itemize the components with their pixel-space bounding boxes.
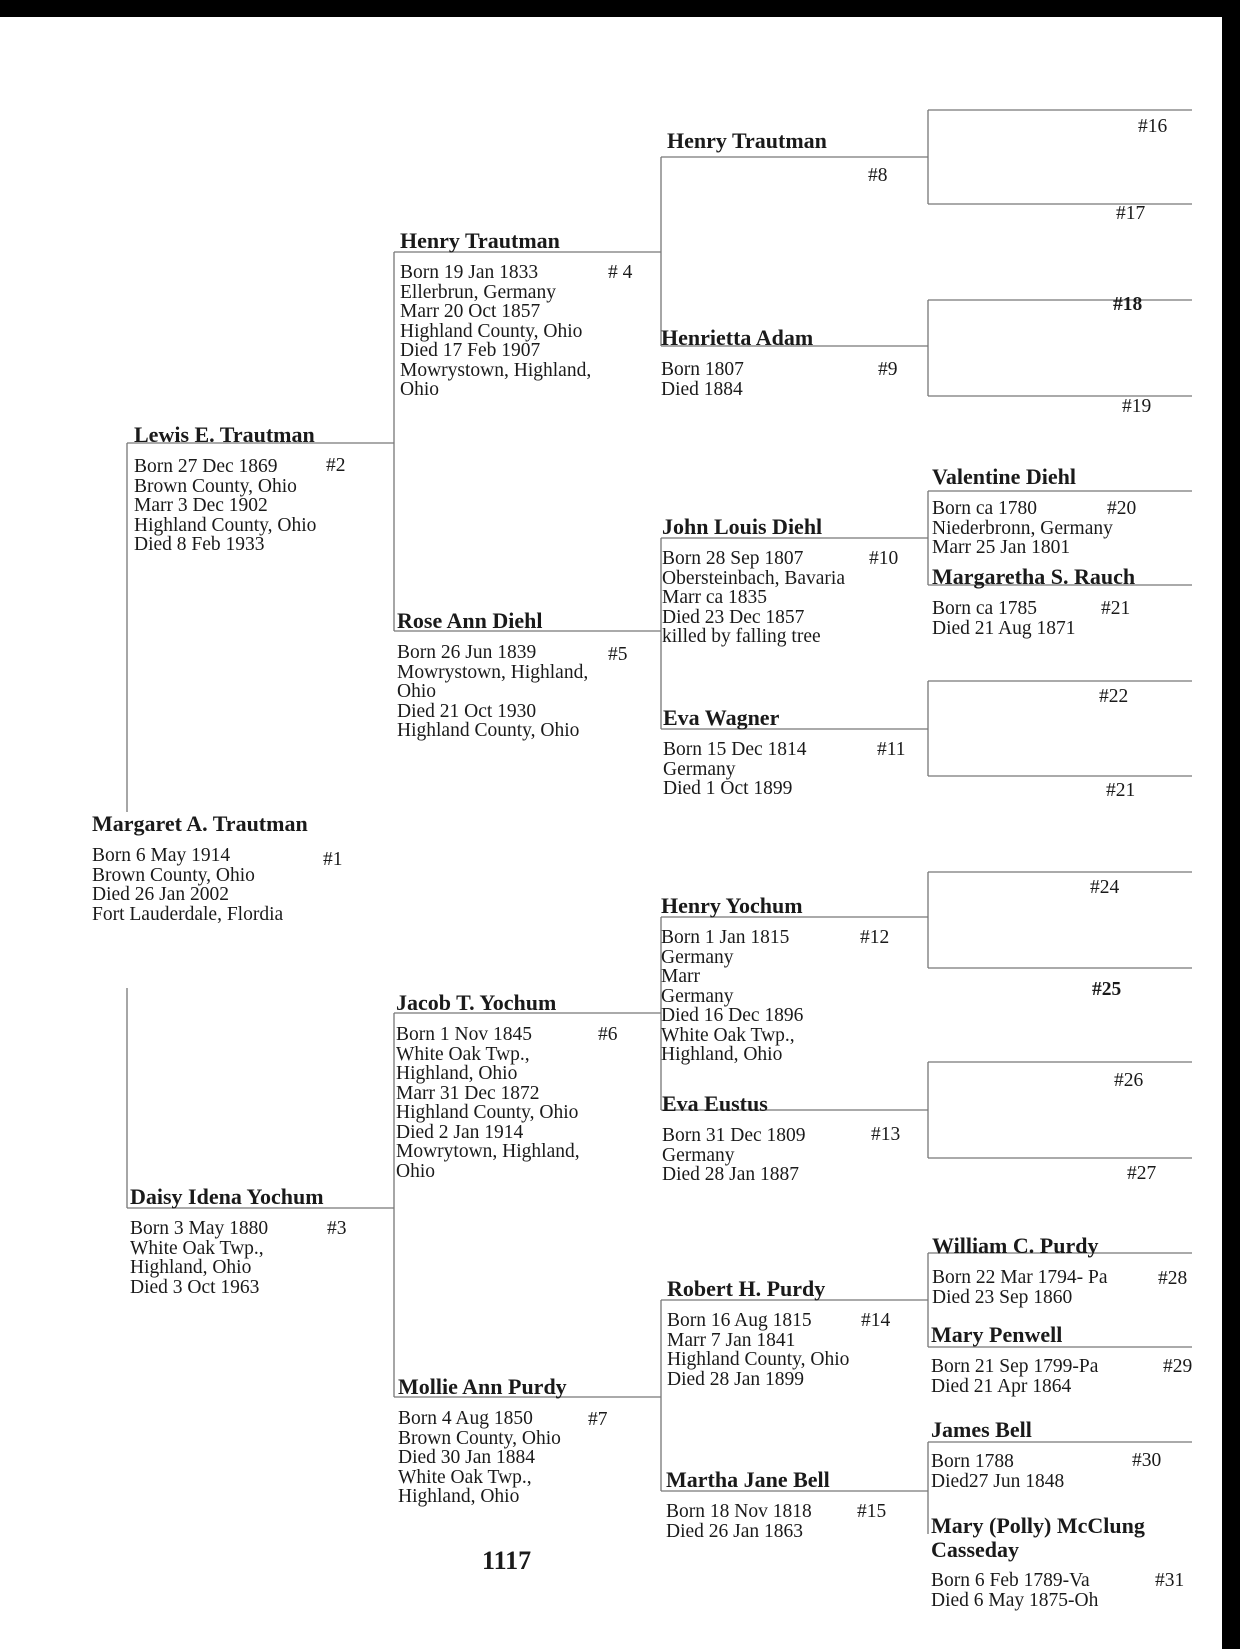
person-name: Valentine Diehl	[932, 464, 1077, 489]
person-name: John Louis Diehl	[662, 514, 823, 539]
person-details: Born 15 Dec 1814 Germany Died 1 Oct 1899	[663, 739, 807, 799]
person-number: #20	[1107, 498, 1137, 519]
person-details: Born 6 May 1914 Brown County, Ohio Died 26 Jan 2002 Fort Lauderdale, Flordia	[92, 845, 284, 925]
person-2	[134, 423, 316, 555]
person-number: # 4	[608, 262, 633, 283]
slot-number: #21	[1106, 780, 1136, 801]
person-3	[130, 1185, 324, 1297]
person-30	[931, 1418, 1064, 1491]
person-number: #28	[1158, 1268, 1188, 1289]
person-6	[396, 991, 580, 1181]
person-name-continued: Casseday	[931, 1537, 1020, 1562]
person-1	[92, 812, 308, 924]
person-11	[663, 706, 807, 799]
person-details: Born 27 Dec 1869 Brown County, Ohio Marr 3 Dec 1902 Highland County, Ohio Died 8 Feb 1933	[134, 456, 317, 555]
page-number: 1117	[482, 1546, 532, 1575]
person-details: Born 22 Mar 1794- Pa Died 23 Sep 1860	[932, 1267, 1108, 1308]
person-details: Born 4 Aug 1850 Brown County, Ohio Died 30 Jan 1884 White Oak Twp., Highland, Ohio	[398, 1408, 561, 1507]
person-name: Eva Eustus	[662, 1091, 768, 1116]
person-29	[931, 1323, 1098, 1396]
person-number: #30	[1132, 1450, 1162, 1471]
person-12	[661, 894, 803, 1065]
person-name: Mollie Ann Purdy	[398, 1374, 567, 1399]
person-name: Margaretha S. Rauch	[932, 564, 1136, 589]
person-details: Born 1788 Died27 Jun 1848	[931, 1451, 1065, 1492]
person-details: Born 1807 Died 1884	[661, 359, 744, 400]
person-28	[932, 1234, 1107, 1307]
person-number: #3	[327, 1218, 347, 1239]
person-name: William C. Purdy	[932, 1233, 1099, 1258]
person-number: #1	[323, 849, 343, 870]
person-number: #12	[860, 927, 890, 948]
person-name: Margaret A. Trautman	[92, 811, 308, 836]
slot-number: #18	[1113, 294, 1143, 315]
person-number: #2	[326, 455, 346, 476]
person-details: Born 28 Sep 1807 Obersteinbach, Bavaria Marr ca 1835 Died 23 Dec 1857 killed by falling tree	[662, 548, 846, 647]
slot-number: #26	[1114, 1070, 1144, 1091]
person-20	[932, 465, 1113, 558]
slot-number: #16	[1138, 116, 1168, 137]
person-number: #7	[588, 1409, 608, 1430]
person-10	[662, 515, 845, 647]
person-name: Henry Trautman	[400, 228, 560, 253]
person-13	[662, 1092, 806, 1185]
person-number: #11	[877, 739, 906, 760]
person-number: #13	[871, 1124, 901, 1145]
slot-number: #19	[1122, 396, 1152, 417]
person-name: Eva Wagner	[663, 705, 780, 730]
person-8	[667, 129, 827, 153]
person-details: Born 21 Sep 1799-Pa Died 21 Apr 1864	[931, 1356, 1099, 1397]
person-name: Robert H. Purdy	[667, 1276, 826, 1301]
slot-number: #17	[1116, 203, 1146, 224]
slot-number: #27	[1127, 1163, 1157, 1184]
person-details: Born 1 Jan 1815 Germany Marr Germany Died 16 Dec 1896 White Oak Twp., Highland, Ohio	[661, 927, 804, 1065]
person-details: Born ca 1780 Niederbronn, Germany Marr 25 Jan 1801	[932, 498, 1113, 558]
person-number: #14	[861, 1310, 891, 1331]
slot-number: #25	[1092, 979, 1122, 1000]
person-number: #8	[868, 165, 888, 186]
person-name: James Bell	[931, 1417, 1032, 1442]
person-number: #5	[608, 644, 628, 665]
person-number: #10	[869, 548, 899, 569]
person-name: Jacob T. Yochum	[396, 990, 557, 1015]
person-name: Rose Ann Diehl	[397, 608, 543, 633]
person-4	[400, 229, 591, 400]
person-name: Mary Penwell	[931, 1322, 1063, 1347]
person-number: #31	[1155, 1570, 1185, 1591]
person-number: #9	[878, 359, 898, 380]
person-name: Henry Yochum	[661, 893, 803, 918]
person-number: #15	[857, 1501, 887, 1522]
person-name: Henry Trautman	[667, 128, 827, 153]
person-details: Born 6 Feb 1789-Va Died 6 May 1875-Oh	[931, 1570, 1099, 1611]
person-name: Henrietta Adam	[661, 325, 814, 350]
person-name: Daisy Idena Yochum	[130, 1184, 324, 1209]
person-number: #29	[1163, 1356, 1193, 1377]
person-details: Born 3 May 1880 White Oak Twp., Highland, Ohio Died 3 Oct 1963	[130, 1218, 269, 1298]
slot-number: #22	[1099, 686, 1129, 707]
person-details: Born ca 1785 Died 21 Aug 1871	[932, 598, 1076, 639]
person-details: Born 19 Jan 1833 Ellerbrun, Germany Marr 20 Oct 1857 Highland County, Ohio Died 17 Feb 1907 Mowrystown, Highland, Ohio	[400, 262, 592, 400]
person-5	[397, 609, 588, 741]
person-details: Born 26 Jun 1839 Mowrystown, Highland, Ohio Died 21 Oct 1930 Highland County, Ohio	[397, 642, 589, 741]
person-9	[661, 326, 813, 399]
person-14	[667, 1277, 849, 1389]
person-name: Lewis E. Trautman	[134, 422, 315, 447]
person-name: Mary (Polly) McClung	[931, 1513, 1145, 1538]
person-details: Born 1 Nov 1845 White Oak Twp., Highland, Ohio Marr 31 Dec 1872 Highland County, Ohio Died 2 Jan 1914 Mowrytown, Highland, Ohio	[396, 1024, 580, 1182]
person-name: Martha Jane Bell	[666, 1467, 830, 1492]
person-details: Born 16 Aug 1815 Marr 7 Jan 1841 Highland County, Ohio Died 28 Jan 1899	[667, 1310, 850, 1390]
person-details: Born 18 Nov 1818 Died 26 Jan 1863	[666, 1501, 812, 1542]
person-number: #21	[1101, 598, 1131, 619]
person-7	[398, 1375, 567, 1507]
person-number: #6	[598, 1024, 618, 1045]
slot-number: #24	[1090, 877, 1120, 898]
person-31	[931, 1514, 1145, 1610]
person-details: Born 31 Dec 1809 Germany Died 28 Jan 1887	[662, 1125, 806, 1185]
person-15	[666, 1468, 830, 1541]
